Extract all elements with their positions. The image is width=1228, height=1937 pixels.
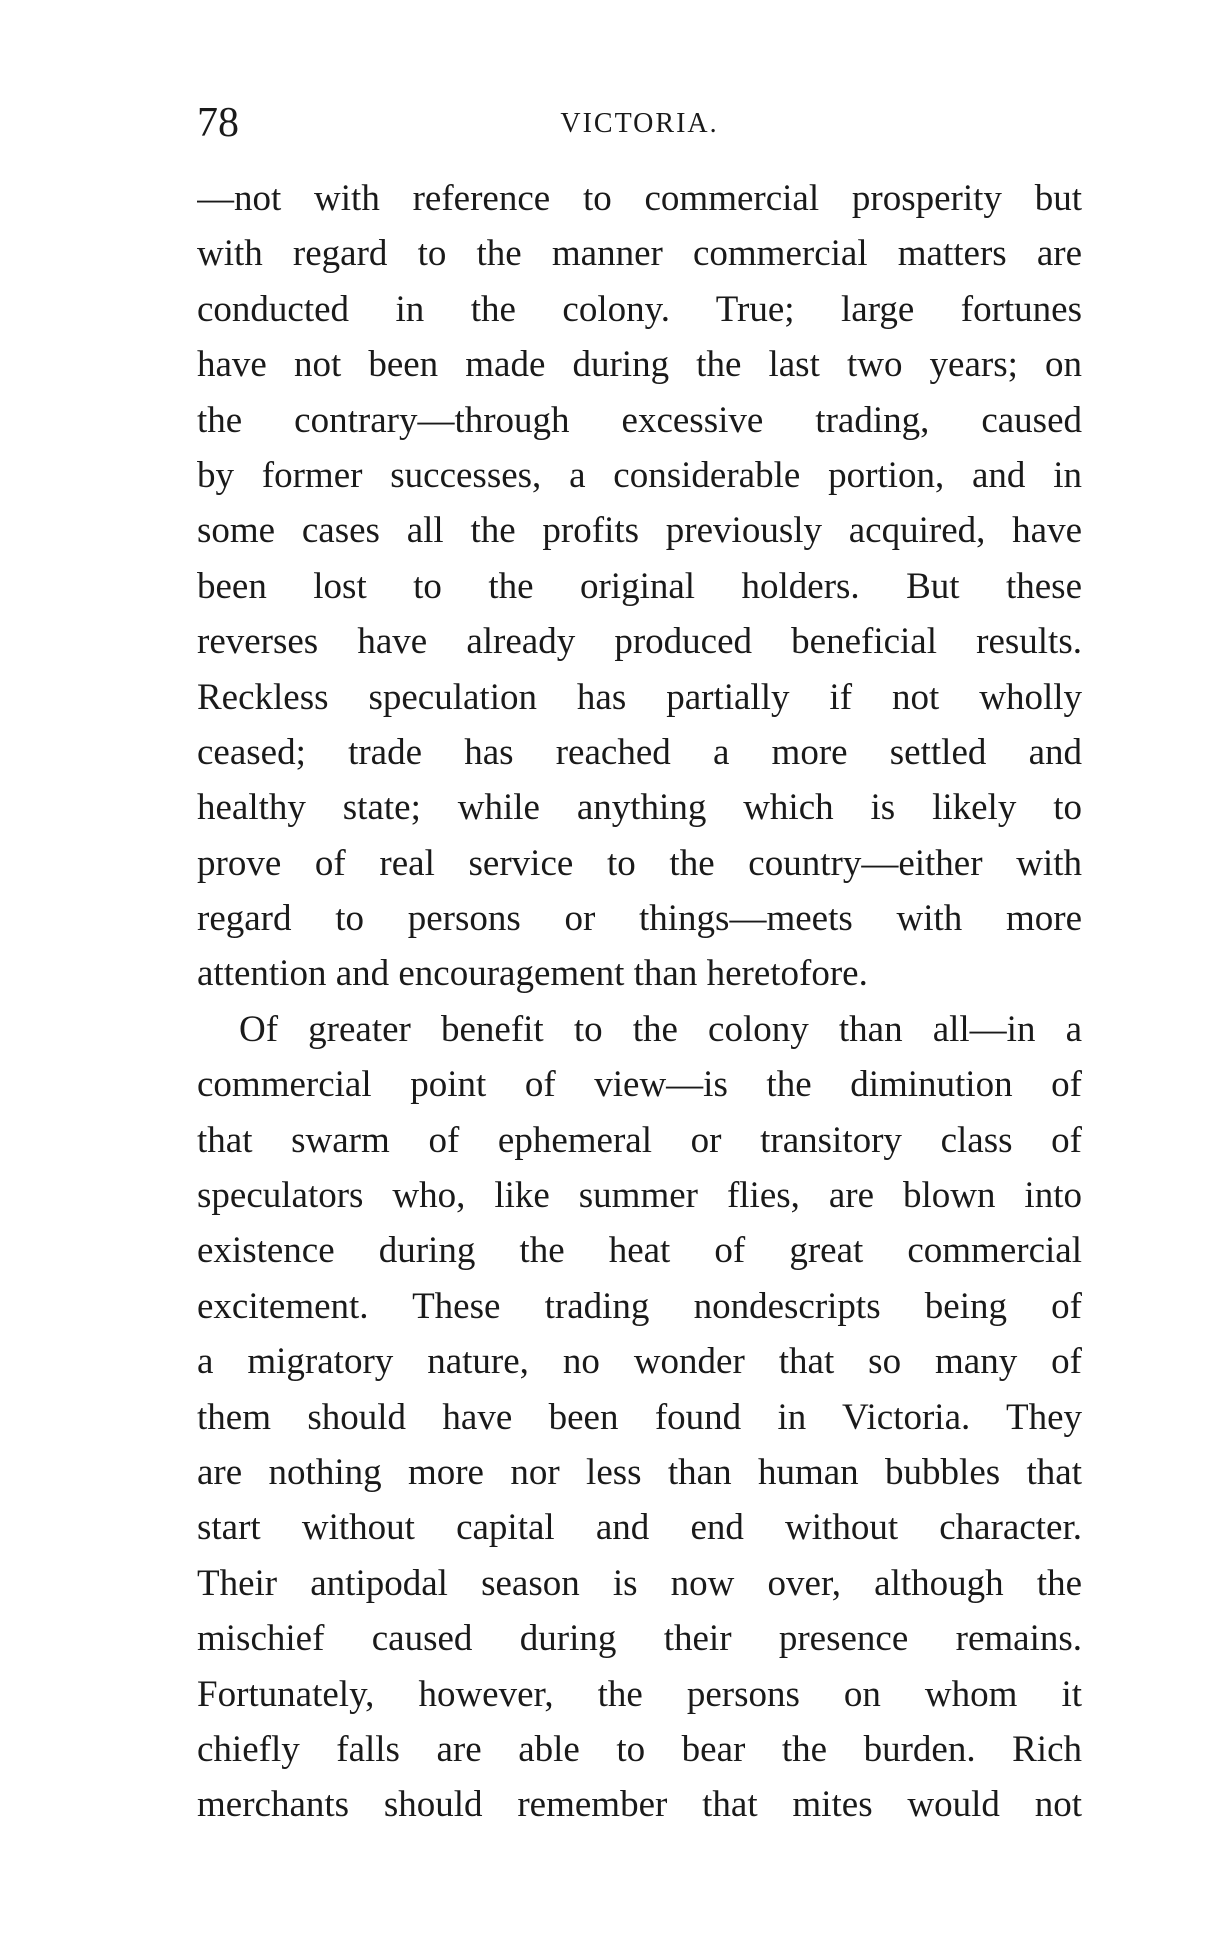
text-line: regard to persons or things—meets with more xyxy=(197,898,1082,940)
text-line: ceased; trade has reached a more settled and xyxy=(197,731,1082,773)
text-line: Reckless speculation has partially if not wholly xyxy=(197,676,1082,718)
text-line: chiefly falls are able to bear the burden. Rich xyxy=(197,1728,1082,1770)
text-line: Their antipodal season is now over, although the xyxy=(197,1562,1082,1604)
text-line: the contrary—through excessive trading, caused xyxy=(197,399,1082,441)
paragraph-first-line: Of greater benefit to the colony than all—in a xyxy=(239,1008,1082,1050)
body-text xyxy=(197,171,1082,1833)
text-line: them should have been found in Victoria. They xyxy=(197,1396,1082,1438)
text-line: prove of real service to the country—either with xyxy=(197,842,1082,884)
text-line: reverses have already produced beneficial results. xyxy=(197,621,1082,663)
text-line: mischief caused during their presence remains. xyxy=(197,1618,1082,1660)
running-title: VICTORIA. xyxy=(560,108,719,139)
paragraph-last-line: attention and encouragement than heretofore. xyxy=(197,953,868,995)
text-line: Fortunately, however, the persons on whom it xyxy=(197,1673,1082,1715)
page-number: 78 xyxy=(197,100,239,146)
text-line: —not with reference to commercial prosperity but xyxy=(197,178,1082,219)
text-line: that swarm of ephemeral or transitory class of xyxy=(197,1119,1082,1161)
running-head xyxy=(197,98,1082,148)
text-line: a migratory nature, no wonder that so many of xyxy=(197,1341,1082,1383)
text-line: conducted in the colony. True; large fortunes xyxy=(197,288,1082,330)
text-line: with regard to the manner commercial matters are xyxy=(197,233,1082,275)
text-line: commercial point of view—is the diminution of xyxy=(197,1064,1082,1106)
text-line: excitement. These trading nondescripts being of xyxy=(197,1285,1082,1327)
text-line: been lost to the original holders. But these xyxy=(197,565,1082,607)
text-line: have not been made during the last two years; on xyxy=(197,344,1082,386)
text-line: some cases all the profits previously acquired, have xyxy=(197,510,1082,552)
text-line: speculators who, like summer flies, are blown into xyxy=(197,1175,1082,1217)
text-line: healthy state; while anything which is likely to xyxy=(197,787,1082,829)
text-line: start without capital and end without character. xyxy=(197,1507,1082,1549)
text-line: by former successes, a considerable portion, and in xyxy=(197,454,1082,496)
text-line: are nothing more nor less than human bubbles that xyxy=(197,1451,1082,1493)
text-line: existence during the heat of great commercial xyxy=(197,1230,1082,1272)
text-line: merchants should remember that mites would not xyxy=(197,1784,1082,1826)
